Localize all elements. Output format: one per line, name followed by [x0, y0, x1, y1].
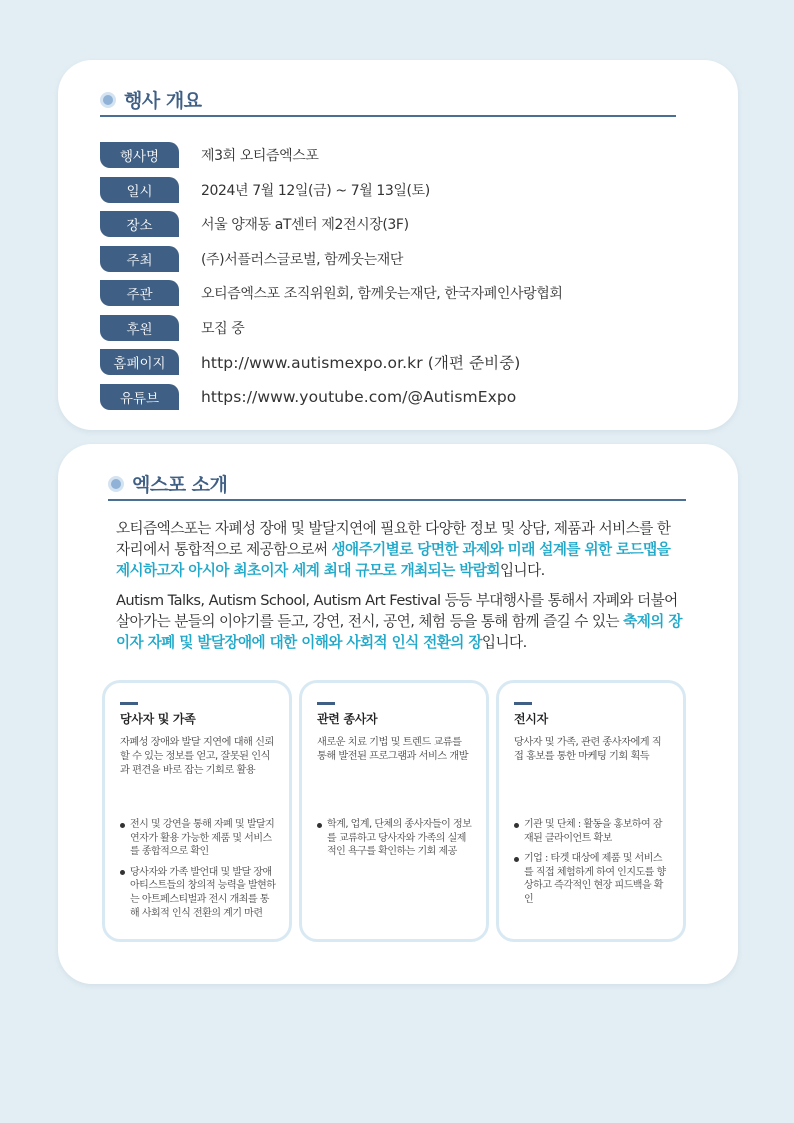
overview-row-name: [100, 138, 690, 173]
overview-title: 행사 개요: [124, 90, 202, 112]
row-value: (주)서플러스글로벌, 함께웃는재단: [201, 251, 403, 268]
intro-p2-end: 입니다.: [481, 634, 527, 651]
overview-row-homepage: [100, 345, 690, 380]
title-bar-decoration: [514, 702, 532, 705]
intro-text: [116, 518, 682, 662]
overview-row-organizer: [100, 276, 690, 311]
row-value: 모집 중: [201, 320, 245, 337]
row-label: 홈페이지: [100, 349, 179, 375]
list-item: 기관 및 단체 : 활동을 홍보하여 잠재된 클라이언트 확보: [514, 818, 670, 845]
intro-paragraph-2: [116, 590, 682, 653]
row-label: 장소: [100, 211, 179, 237]
box-title: 관련 종사자: [317, 712, 378, 726]
bullet-dot-icon: [108, 476, 124, 492]
intro-p1-text: 오티즘엑스포는 자폐성 장애 및 발달지연에 필요한 다양한 정보 및 상담, 제품과 서비스를 한자리에서 통합적으로 제공함으로써: [116, 520, 671, 558]
title-bar-decoration: [317, 702, 335, 705]
overview-table: [100, 138, 690, 414]
row-label: 유튜브: [100, 384, 179, 410]
row-value: 오티즘엑스포 조직위원회, 함께웃는재단, 한국자폐인사랑협회: [201, 286, 563, 303]
row-label: 후원: [100, 315, 179, 341]
list-item: 기업 : 타겟 대상에 제품 및 서비스를 직접 체험하게 하여 인지도를 향상하고 즉각적인 현장 피드백을 확인: [514, 852, 670, 906]
intro-title: 엑스포 소개: [132, 474, 228, 496]
box-bullet-list: [120, 818, 276, 920]
event-overview-card: [58, 60, 738, 430]
overview-row-date: [100, 173, 690, 208]
box-bullet-list: [514, 818, 670, 907]
bullet-dot-icon: [100, 92, 116, 108]
homepage-link[interactable]: http://www.autismexpo.or.kr (개편 준비중): [201, 354, 521, 373]
overview-row-venue: [100, 207, 690, 242]
row-label: 주최: [100, 246, 179, 272]
box-description: 자폐성 장애와 발달 지연에 대해 신뢰할 수 있는 정보를 얻고, 잘못된 인식과 편견을 바로 잡는 기회로 활용: [120, 737, 274, 776]
intro-p2-highlight: 축제의 장이자 자폐 및 발달장애에 대한 이해와 사회적 인식 전환의 장: [116, 613, 682, 651]
row-label: 행사명: [100, 142, 179, 168]
box-description: 당사자 및 가족, 관련 종사자에게 직접 홍보를 통한 마케팅 기회 획득: [514, 737, 662, 762]
intro-p1-end: 입니다.: [499, 562, 545, 579]
intro-p1-highlight: 생애주기별로 당면한 과제와 미래 설계를 위한 로드맵을 제시하고자 아시아 최초이자 세계 최대 규모로 개최되는 박람회: [116, 541, 671, 579]
row-label: 일시: [100, 177, 179, 203]
box-description: 새로운 치료 기법 및 트렌드 교류를 통해 발전된 프로그램과 서비스 개발: [317, 737, 469, 762]
row-label: 주관: [100, 280, 179, 306]
row-value: 2024년 7월 12일(금) ~ 7월 13일(토): [201, 182, 430, 199]
overview-row-youtube: [100, 380, 690, 415]
overview-header: [100, 84, 676, 117]
list-item: 당사자와 가족 발언대 및 발달 장애 아티스트들의 창의적 능력을 발현하는 아트페스티벌과 전시 개최를 통해 사회적 인식 전환의 계기 마련: [120, 866, 276, 920]
row-value: 제3회 오티즘엑스포: [201, 148, 319, 165]
audience-box-professionals: [299, 680, 489, 942]
expo-intro-card: [58, 444, 738, 984]
audience-box-families: [102, 680, 292, 942]
box-bullet-list: [317, 818, 473, 859]
youtube-link[interactable]: https://www.youtube.com/@AutismExpo: [201, 387, 517, 406]
intro-header: [108, 468, 686, 501]
list-item: 학계, 업계, 단체의 종사자들이 정보를 교류하고 당사자와 가족의 실제적인 욕구를 확인하는 기회 제공: [317, 818, 473, 859]
overview-row-sponsor: [100, 311, 690, 346]
title-bar-decoration: [120, 702, 138, 705]
audience-box-exhibitors: [496, 680, 686, 942]
audience-boxes: [102, 680, 688, 944]
box-title: 전시자: [514, 712, 548, 726]
list-item: 전시 및 강연을 통해 자폐 및 발달지연자가 활용 가능한 제품 및 서비스를 종합적으로 확인: [120, 818, 276, 859]
intro-p2-text: Autism Talks, Autism School, Autism Art Festival 등등 부대행사를 통해서 자폐와 더불어 살아가는 분들의 이야기를 듣고, 강연, 전시, 공연, 체험 등을 통해 함께 즐길 수 있는: [116, 592, 678, 630]
overview-row-host: [100, 242, 690, 277]
intro-paragraph-1: [116, 518, 682, 581]
box-title: 당사자 및 가족: [120, 712, 196, 726]
row-value: 서울 양재동 aT센터 제2전시장(3F): [201, 217, 409, 234]
